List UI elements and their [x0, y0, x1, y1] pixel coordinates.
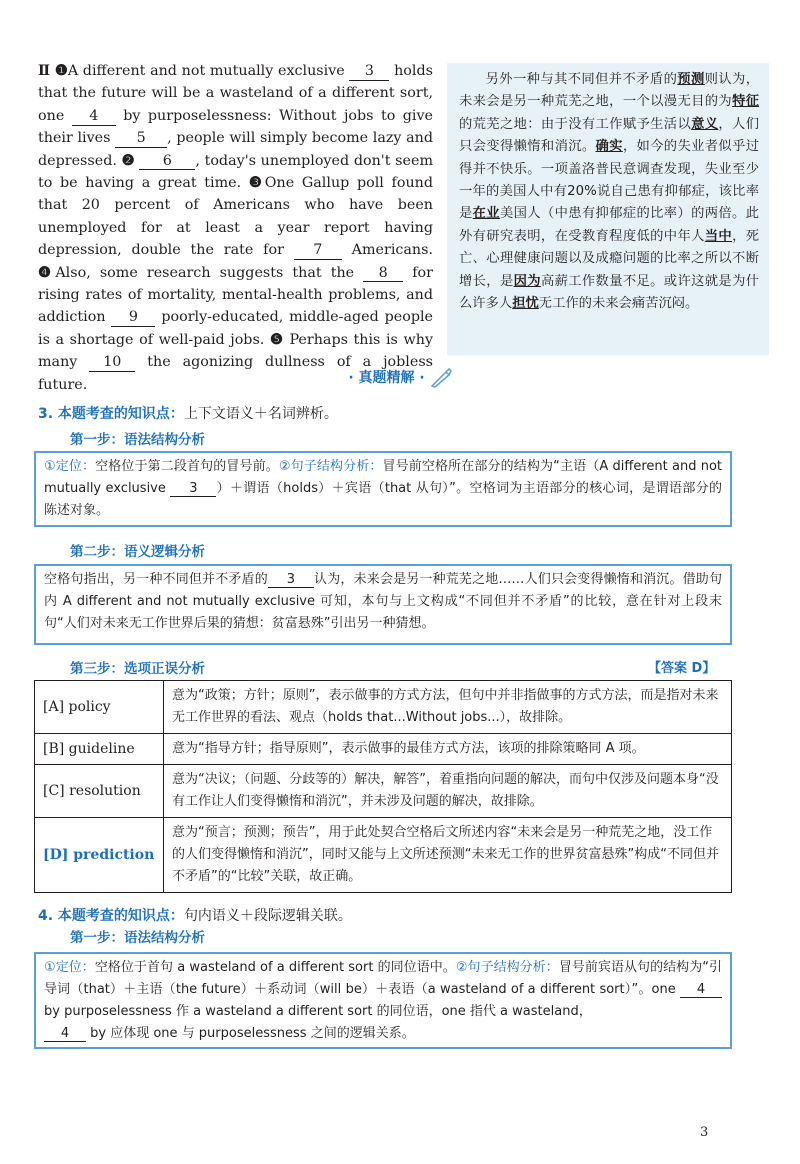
- q4-step1-title: 第一步：语法结构分析: [70, 930, 205, 946]
- passage-text: holds that the future will be a wasteland of a different sort, one: [38, 63, 433, 124]
- option-row: [35, 765, 732, 818]
- option-explanation: 意为“预言；预测；预告”，用于此处契合空格后文所述内容“未来会是另一种荒芜之地，没工作的人们变得懒惰和消沉”，同时又能与上文所述预测“未来无工作的世界贫富悬殊”构成“不同但并不矛盾”的“比较”关联，故正确。: [164, 818, 732, 893]
- q3-step3-title: 第三步：选项正误分析: [70, 661, 205, 677]
- blank-3: 3: [349, 64, 389, 81]
- passage-text: Also, some research suggests that the: [55, 264, 355, 281]
- blank-8: 8: [363, 266, 403, 283]
- option-label: [D] prediction: [35, 818, 164, 893]
- keyword: 特征: [732, 94, 760, 110]
- q3-step2-title: 第二步：语义逻辑分析: [70, 544, 205, 560]
- keyword: 确实: [595, 139, 623, 155]
- q3-blank: 3: [268, 573, 314, 588]
- blank-5: 5: [115, 131, 167, 148]
- passage-text: for rising rates of mortality, mental-health problems, and addiction: [38, 264, 433, 326]
- section-title: · 真题精解 ·: [310, 367, 490, 388]
- translation-text: 另外一种与其不同但并不矛盾的预测则认为，未来会是另一种荒芜之地，一个以漫无目的为特征的荒芜之地：由于没有工作赋予生活以意义，人们只会变得懒惰和消沉。确实，如今的失业者似乎过得并不快乐。一项盖洛普民意调查发现，失业至少一年的美国人中有20%说自己患有抑郁症，该比率是在业美国人（中患有抑郁症的比率）的两倍。此外有研究表明，在受教育程度低的中年人当中，死亡、心理健康问题以及成瘾问题的比率之所以不断增长，是因为高薪工作数量不足。或许这就是为什么许多人担忧无工作的未来会痛苦沉闷。: [459, 72, 760, 312]
- translation-panel: [447, 63, 769, 355]
- q3-blank: 3: [170, 482, 216, 497]
- q4-blank: 4: [680, 983, 722, 998]
- option-explanation: 意为“政策；方针；原则”，表示做事的方式方法，但句中并非指做事的方式方法，而是指对未来无工作世界的看法、观点（holds that...Without jobs...），故排除。: [164, 681, 732, 734]
- page-number: 3: [700, 1125, 709, 1140]
- passage-text: poorly-educated, middle-aged people is a shortage of well-paid jobs.: [38, 309, 434, 348]
- keyword: 在业: [472, 206, 500, 222]
- keyword: 当中: [704, 228, 733, 244]
- option-label: [A] policy: [35, 681, 164, 734]
- keyword: 意义: [691, 116, 719, 132]
- blank-7: 7: [294, 243, 342, 260]
- option-label: [B] guideline: [35, 734, 164, 765]
- passage-text: One Gallup poll found that 20 percent of Americans who have been unemployed for at least a year report having depression, double the rate for: [38, 175, 434, 259]
- q3-step2-box: 空格句指出，另一种不同但并不矛盾的 3 认为，未来会是另一种荒芜之地……人们只会变得懒惰和消沉。借助句内 A different and not mutually exclusive 可知，本句与上文构成“不同但并不矛盾”的比较，意在针对上段末句“人们对未来无工作世界后果的猜想：贫富悬殊”引出另一种猜想。: [34, 564, 732, 645]
- q4-step1-box: ①定位：空格位于首句 a wasteland of a different sort 的同位语中。②句子结构分析：冒号前宾语从句的结构为“引导词（that）＋主语（the future）＋系动词（will be）＋表语（a wasteland of a different sort）”。one 4 by purposelessness 作 a wasteland a different sort 的同位语，one 指代 a wasteland， 4 by 应体现 one 与 purposelessness 之间的逻辑关系。: [34, 952, 732, 1049]
- passage-text: the agonizing dullness of a jobless future.: [38, 354, 434, 393]
- option-explanation: 意为“指导方针；指导原则”，表示做事的最佳方式方法，该项的排除策略同 A 项。: [164, 734, 732, 765]
- passage-text: by purposelessness: Without jobs to give their lives: [38, 107, 434, 147]
- passage-text: , today's unemployed don't seem to be having a great time.: [38, 152, 433, 192]
- passage-text: A different and not mutually exclusive: [67, 63, 345, 79]
- options-table: [34, 680, 732, 893]
- passage-text: Perhaps this is why many: [38, 331, 434, 371]
- blank-4: 4: [72, 109, 116, 126]
- blank-9: 9: [111, 310, 155, 327]
- q4-blank: 4: [44, 1027, 86, 1042]
- passage-english: Ⅱ ❶A different and not mutually exclusive 3 holds that the future will be a wasteland of a different sort, one 4 by purposelessness: Without jobs to give their lives 5 , people will simply become lazy and depressed. ❷ 6 , today's unemployed don't seem to be having a great time. ❸One Gallup poll found that 20 percent of Americans who have been unemployed for at least a year report having depression, double the rate for 7 Americans. ❹Also, some research suggests that the 8 for rising rates of mortality, mental-health problems, and addiction 9 poorly-educated, middle-aged people is a shortage of well-paid jobs. ❺ Perhaps this is why many 10 the agonizing dullness of a jobless future.: [38, 63, 434, 393]
- blank-10: 10: [89, 355, 135, 372]
- section-number: Ⅱ: [38, 63, 51, 79]
- keyword: 预测: [677, 72, 705, 87]
- option-row-correct: [35, 818, 732, 893]
- passage-text: , people will simply become lazy and depressed.: [38, 130, 434, 169]
- passage-text: Americans.: [351, 242, 434, 259]
- keyword: 因为: [513, 273, 541, 289]
- pen-icon: [430, 368, 452, 388]
- q4-title: 4. 本题考查的知识点：句内语义＋段际逻辑关联。: [38, 908, 352, 924]
- answer-label: 【答案 D】: [648, 661, 716, 676]
- keyword: 担忧: [512, 296, 539, 312]
- q3-step1-box: ①定位：空格位于第二段首句的冒号前。②句子结构分析：冒号前空格所在部分的结构为“主语（A different and not mutually exclusive 3 ）＋谓语（holds）＋宾语（that 从句）”。空格词为主语部分的核心词，是谓语部分的陈述对象。: [34, 451, 732, 527]
- option-row: [35, 681, 732, 734]
- blank-6: 6: [139, 154, 195, 171]
- option-label: [C] resolution: [35, 765, 164, 818]
- option-row: [35, 734, 732, 765]
- q3-title: 3. 本题考查的知识点：上下文语义＋名词辨析。: [38, 406, 338, 422]
- option-explanation: 意为“决议；（问题、分歧等的）解决，解答”，着重指向问题的解决，而句中仅涉及问题本身“没有工作让人们变得懒惰和消沉”，并未涉及问题的解决，故排除。: [164, 765, 732, 818]
- q3-step1-title: 第一步：语法结构分析: [70, 432, 205, 448]
